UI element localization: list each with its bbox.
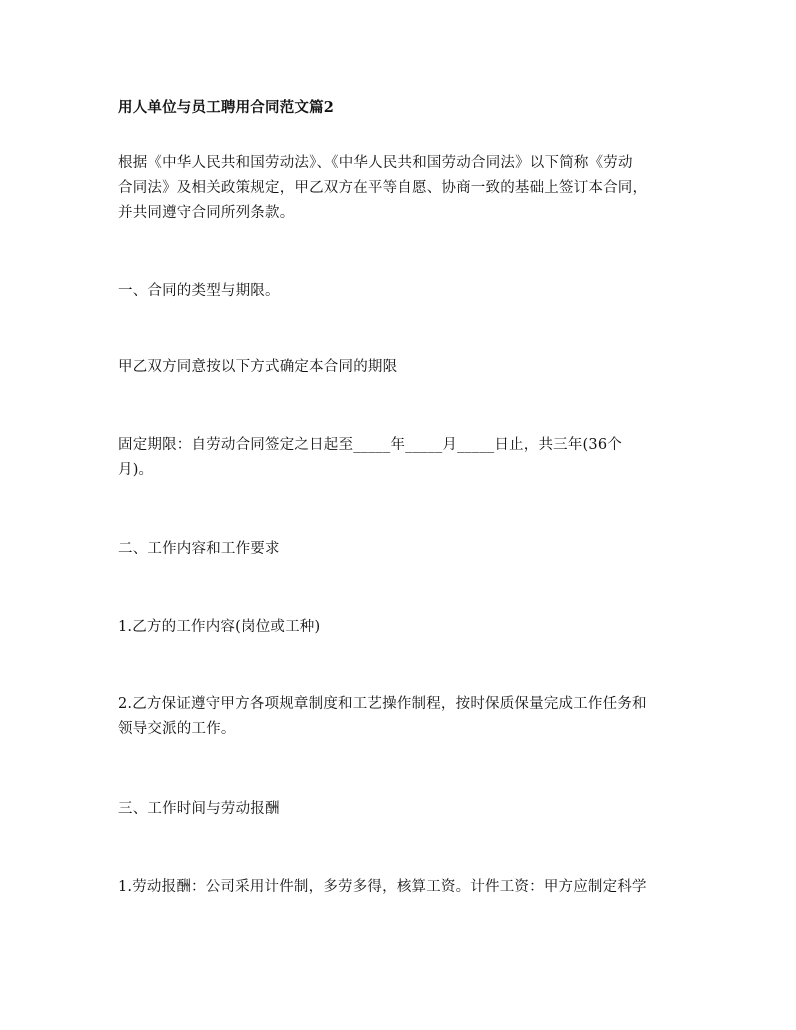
section-heading-work-content: 二、工作内容和工作要求 [118, 541, 280, 557]
section-heading-contract-type: 一、合同的类型与期限。 [118, 283, 280, 299]
paragraph-fixed-term-line-1: 固定期限：自劳动合同签定之日起至_____年_____月_____日止，共三年(36个 [118, 437, 622, 453]
section-heading-work-time-pay: 三、工作时间与劳动报酬 [118, 801, 280, 817]
paragraph-work-content-item-2-line-1: 2.乙方保证遵守甲方各项规章制度和工艺操作制程，按时保质保量完成工作任务和 [118, 696, 647, 712]
paragraph-work-content-item-2-line-2: 领导交派的工作。 [118, 721, 236, 737]
paragraph-intro-line-3: 并共同遵守合同所列条款。 [118, 205, 295, 221]
paragraph-work-content-item-1: 1.乙方的工作内容(岗位或工种) [118, 619, 321, 635]
paragraph-intro-line-1: 根据《中华人民共和国劳动法》、《中华人民共和国劳动合同法》以下简称《劳动 [118, 155, 633, 171]
paragraph-fixed-term-line-2: 月)。 [118, 462, 154, 478]
paragraph-pay-item-1: 1.劳动报酬：公司采用计件制，多劳多得，核算工资。计件工资：甲方应制定科学 [118, 879, 647, 895]
document-title: 用人单位与员工聘用合同范文篇2 [118, 99, 335, 116]
paragraph-intro-line-2: 合同法》及相关政策规定，甲乙双方在平等自愿、协商一致的基础上签订本合同， [118, 180, 648, 196]
paragraph-term-agreement: 甲乙双方同意按以下方式确定本合同的期限 [118, 359, 398, 375]
